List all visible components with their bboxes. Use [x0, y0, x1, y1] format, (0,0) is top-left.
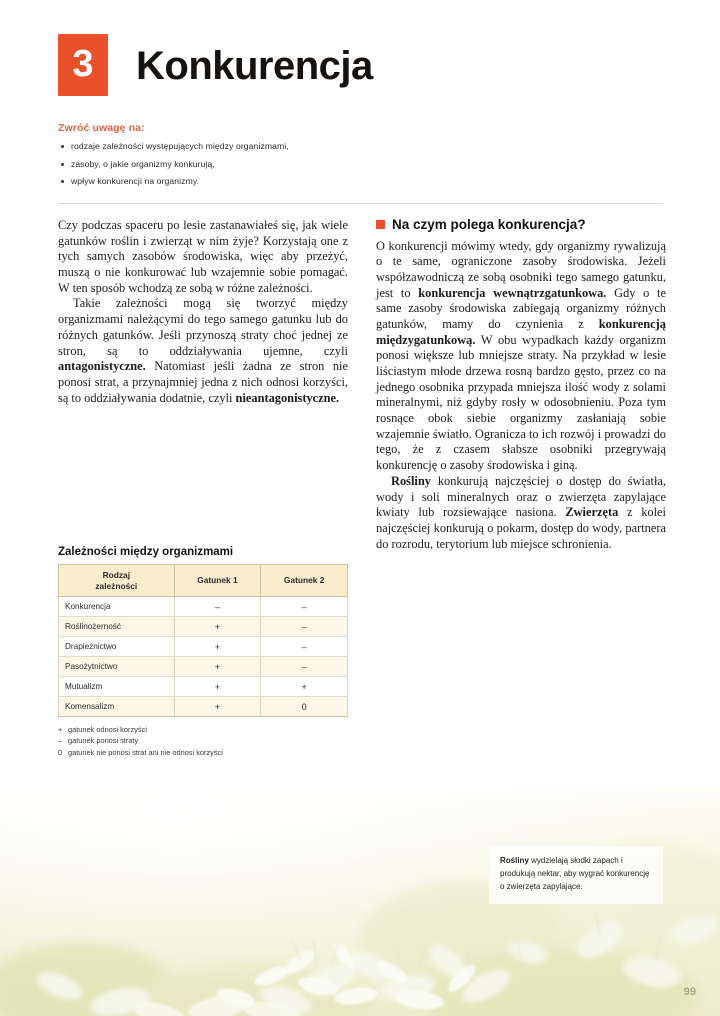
square-bullet-icon [376, 220, 385, 229]
header-divider [58, 203, 663, 204]
legend-item [58, 735, 348, 746]
term-miedzygatunkowa: konkurencją międzygatunkową. [376, 316, 666, 347]
table-row [59, 697, 348, 717]
cell-relation-name: Pasożytnictwo [59, 657, 175, 677]
table-caption: Zależności między organizmami [58, 546, 234, 558]
legend-text: gatunek odnosi korzyści [68, 725, 147, 734]
cell-species-2: + [261, 677, 348, 697]
table-row [59, 617, 348, 637]
cell-species-2: – [261, 657, 348, 677]
legend-symbol: – [58, 736, 63, 746]
legend-text: gatunek nie ponosi strat ani nie odnosi korzyści [68, 747, 223, 757]
cell-relation-name: Drapieżnictwo [59, 637, 175, 657]
legend-item [58, 747, 348, 758]
page-number: 99 [683, 986, 696, 998]
list-item: rodzaje zależności występujących między organizmami, [58, 141, 358, 153]
relations-table [58, 564, 348, 717]
cell-relation-name: Konkurencja [59, 597, 175, 617]
cell-species-1: + [174, 657, 261, 677]
text-run: O konkurencji mówimy wtedy, gdy organizmy rywalizują o te same, ograniczone zasoby środowiska. Jeżeli współzawodniczą ze sobą osobniki tego samego gatunku, jest to [376, 238, 666, 300]
section-heading-label: Na czym polega konkurencja? [392, 217, 586, 232]
term-rosliny: Rośliny [391, 473, 431, 488]
intro-paragraph: Czy podczas spaceru po lesie zastanawiałeś się, jak wiele gatunków roślin i zwierząt w nim żyje? Korzystają one z tych samych zasobów środowiska, więc aby przeżyć, muszą o nie konkurować lub wzajemnie sobie pomagać. W ten sposób wchodzą ze sobą w różne zależności. [58, 218, 348, 295]
text-run: Gdy o te same zasoby środowiska zabiegają organizmy różnych gatunków, mamy do czynienia z [376, 285, 666, 331]
page-title: Konkurencja [136, 44, 373, 88]
term-nieantagonistyczne: nieantagonistyczne. [235, 390, 340, 405]
cell-species-1: + [174, 617, 261, 637]
cell-species-1: + [174, 637, 261, 657]
photo-caption [489, 846, 663, 904]
legend-text: gatunek ponosi straty [68, 736, 139, 746]
text-run: Natomiast jeśli żadna ze stron nie ponosi strat, a przynajmniej jedna z nich odnosi korzyści, są to oddziaływania dodatnie, czyli [58, 359, 348, 405]
legend-symbol: 0 [58, 747, 63, 757]
column-header-rodzaj [59, 565, 175, 597]
cell-species-2: – [261, 617, 348, 637]
relations-table-block [58, 546, 348, 758]
chapter-number: 3 [72, 43, 94, 85]
caption-text: wydzielają słodki zapach i produkują nektar, aby wygrać konkurencję o zwierzęta zapylające. [500, 856, 650, 891]
attention-title: Zwróć uwagę na: [58, 122, 145, 134]
column-header-gatunek-1: Gatunek 1 [174, 565, 261, 597]
text-run: konkurują najczęściej o dostęp do światła, wody i soli mineralnych oraz o zwierzęta zapylające kwiaty lub rozsiewające nasiona. [376, 473, 666, 520]
chapter-number-badge [58, 34, 108, 96]
cell-species-2: – [261, 637, 348, 657]
cell-species-1: + [174, 677, 261, 697]
table-row [59, 657, 348, 677]
legend-symbol: + [58, 725, 63, 734]
table-row [59, 677, 348, 697]
cell-relation-name: Komensalizm [59, 697, 175, 717]
right-text-column [376, 218, 666, 552]
column-header-gatunek-2: Gatunek 2 [261, 565, 348, 597]
cell-species-2: 0 [261, 697, 348, 717]
header-line-2: zależności [95, 580, 138, 591]
text-run: W obu wypadkach każdy organizm ponosi większe lub mniejsze straty. Na przykład w lesie liściastym młode drzewa rosną bardzo gęsto, przez co na jednego osobnika przypada mniejsza ilość wody z solami mineralnymi, niż gdyby rosły w odosobnieniu. Poza tym rosnące obok siebie organizmy zasłaniają sobie wzajemnie światło. Ogranicza to ich rozwój i prowadzi do tego, że z czasem słabsze osobniki przegrywają konkurencję o zasoby środowiska i giną. [376, 332, 666, 473]
dependencies-paragraph [58, 296, 348, 406]
table-legend [58, 724, 348, 758]
table-body [59, 597, 348, 717]
attention-box [58, 122, 358, 194]
cell-species-1: – [174, 597, 261, 617]
list-item: wpływ konkurencji na organizmy. [58, 176, 358, 188]
list-item: zasoby, o jakie organizmy konkurują, [58, 159, 358, 171]
cell-species-1: + [174, 697, 261, 717]
caption-lead-word: Rośliny [500, 856, 529, 865]
table-row [59, 597, 348, 617]
chapter-header [58, 34, 373, 113]
cell-relation-name: Roślinożerność [59, 617, 175, 637]
term-zwierzeta: Zwierzęta [565, 505, 619, 520]
table-header-row [59, 565, 348, 597]
rosliny-zwierzeta-paragraph [376, 474, 666, 552]
legend-item [58, 724, 348, 735]
table-row [59, 637, 348, 657]
term-antagonistyczne: antagonistyczne. [58, 359, 146, 374]
cell-species-2: – [261, 597, 348, 617]
cell-relation-name: Mutualizm [59, 677, 175, 697]
text-run: z kolei najczęściej konkurują o pokarm, dostęp do wody, partnera do rozrodu, terytorium lub miejsce schronienia. [376, 505, 666, 551]
term-wewnatrzgatunkowa: konkurencja wewnątrzgatunkowa. [418, 285, 607, 300]
section-heading-konkurencja [376, 218, 666, 232]
text-run: Takie zależności mogą się tworzyć między organizmami należącymi do tego samego gatunku lub do różnych gatunków. Jeśli przynoszą straty choć jednej ze stron, są to oddziaływania ujemne, czyli [58, 296, 348, 358]
left-text-column [58, 218, 348, 406]
table-head [59, 565, 348, 597]
konkurencja-definition-paragraph [376, 239, 666, 474]
header-line-1: Rodzaj [102, 570, 131, 580]
attention-list [58, 141, 358, 188]
